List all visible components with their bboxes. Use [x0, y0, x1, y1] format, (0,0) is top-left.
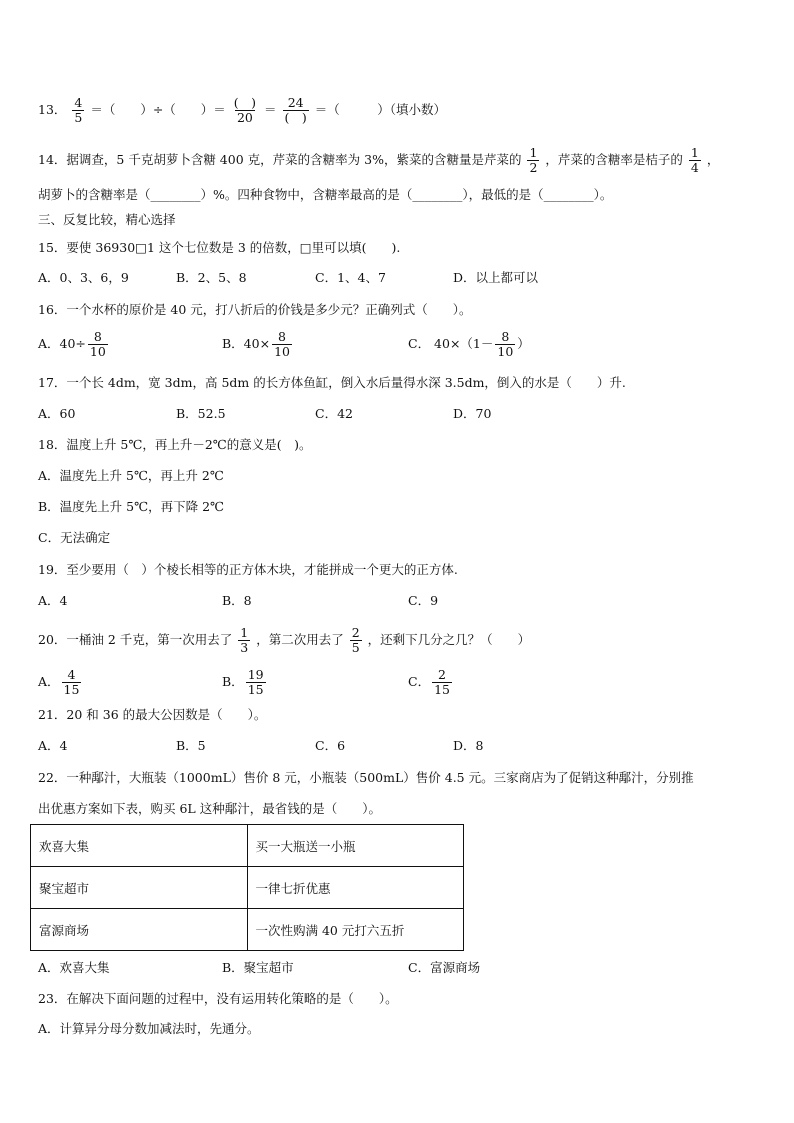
question-13: [38, 96, 446, 125]
fraction: $\frac{24}{( )}$: [284, 95, 307, 125]
q22-option-c[interactable]: C．富源商场: [408, 960, 481, 975]
fraction: $\frac{8}{10}$: [274, 329, 290, 359]
option-label: B．40×: [222, 336, 271, 351]
option-label: C． 40×（1－: [408, 336, 494, 351]
q19-option-b[interactable]: B．8: [222, 593, 252, 608]
fraction: $\frac{8}{10}$: [89, 329, 106, 359]
table-cell: 富源商场: [31, 909, 248, 951]
q16-option-b[interactable]: [222, 330, 294, 359]
table-cell: 聚宝超市: [31, 867, 248, 909]
fraction: $\frac{8}{10}$: [497, 329, 514, 359]
q15-option-d[interactable]: D．以上都可以: [453, 270, 539, 285]
q21-option-b[interactable]: B．5: [176, 738, 206, 753]
option-label: C．: [408, 674, 431, 689]
q20-text: 20．一桶油 2 千克，第一次用去了: [38, 632, 233, 647]
question-15: 15．要使 36930□1 这个七位数是 3 的倍数，□里可以填( ).: [38, 240, 401, 255]
q15-option-a[interactable]: A．0、3、6，9: [38, 270, 129, 285]
q17-option-c[interactable]: C．42: [315, 406, 353, 421]
question-19: 19．至少要用（ ）个棱长相等的正方体木块，才能拼成一个更大的正方体.: [38, 562, 458, 577]
question-16: 16．一个水杯的原价是 40 元，打八折后的价钱是多少元？正确列式（ ）。: [38, 302, 472, 317]
q13-equation: ＝（ ）÷（ ）＝: [90, 102, 226, 117]
q20-option-c[interactable]: [408, 668, 454, 697]
q14-text: ，芹菜的含糖率是桔子的: [545, 152, 683, 167]
option-label: A．40÷: [38, 336, 86, 351]
q14-text: ，: [706, 152, 720, 167]
promotion-table: [30, 824, 464, 951]
question-14-line1: [38, 146, 719, 175]
fraction: $\frac{1}{4}$: [690, 145, 699, 175]
table-cell: 买一大瓶送一小瓶: [247, 825, 464, 867]
q22-option-b[interactable]: B．聚宝超市: [222, 960, 294, 975]
option-label: ）: [517, 336, 530, 351]
q21-option-c[interactable]: C．6: [315, 738, 346, 753]
fraction: $\frac{1}{3}$: [240, 625, 249, 655]
table-row: [31, 909, 464, 951]
q17-option-d[interactable]: D．70: [453, 406, 492, 421]
q13-tail: ＝（ ）（填小数）: [314, 102, 447, 117]
q23-option-a[interactable]: A．计算异分母分数加减法时，先通分。: [38, 1021, 260, 1036]
table-cell: 一次性购满 40 元打六五折: [247, 909, 464, 951]
table-cell: 一律七折优惠: [247, 867, 464, 909]
q18-option-a[interactable]: A．温度先上升 5℃，再上升 2℃: [38, 468, 224, 483]
question-20: [38, 626, 530, 655]
table-row: [31, 825, 464, 867]
q19-option-a[interactable]: A．4: [38, 593, 68, 608]
fraction: $\frac{2}{15}$: [434, 667, 450, 697]
question-14-line2: 胡萝卜的含糖率是（________）%。四种食物中，含糖率最高的是（________），最低的是（________）。: [38, 187, 613, 202]
q21-option-a[interactable]: A．4: [38, 738, 68, 753]
fraction: $\frac{2}{5}$: [351, 625, 360, 655]
q20-option-b[interactable]: [222, 668, 268, 697]
question-17: 17．一个长 4dm，宽 3dm，高 5dm 的长方体鱼缸，倒入水后量得水深 3.5dm，倒入的水是（ ）升.: [38, 375, 626, 390]
q22-option-a[interactable]: A．欢喜大集: [38, 960, 110, 975]
q16-option-c[interactable]: [408, 330, 530, 359]
q13-number: 13．: [38, 102, 67, 117]
q18-option-b[interactable]: B．温度先上升 5℃，再下降 2℃: [38, 499, 225, 514]
q14-text: 14．据调查，5 千克胡萝卜含糖 400 克，芹菜的含糖率为 3%，紫菜的含糖量是芹菜的: [38, 152, 522, 167]
question-21: 21．20 和 36 的最大公因数是（ ）。: [38, 707, 267, 722]
question-18: 18．温度上升 5℃，再上升－2℃的意义是( )。: [38, 437, 312, 452]
option-label: B．: [222, 674, 244, 689]
q17-option-b[interactable]: B．52.5: [176, 406, 226, 421]
q15-option-c[interactable]: C．1、4、7: [315, 270, 386, 285]
q19-option-c[interactable]: C．9: [408, 593, 439, 608]
section-heading: 三、反复比较，精心选择: [38, 212, 176, 227]
fraction: $\frac{( )}{20}$: [233, 95, 257, 125]
fraction: $\frac{4}{5}$: [74, 95, 83, 125]
q17-option-a[interactable]: A．60: [38, 406, 76, 421]
table-row: [31, 867, 464, 909]
option-label: A．: [38, 674, 60, 689]
fraction: $\frac{19}{15}$: [247, 667, 264, 697]
question-22-line1: 22．一种鄅汁，大瓶装（1000mL）售价 8 元，小瓶装（500mL）售价 4.5 元。三家商店为了促销这种鄅汁，分别推: [38, 770, 694, 785]
q16-option-a[interactable]: [38, 330, 110, 359]
q15-option-b[interactable]: B．2、5、8: [176, 270, 247, 285]
equals: ＝: [264, 102, 277, 117]
table-cell: 欢喜大集: [31, 825, 248, 867]
question-23: 23．在解决下面问题的过程中，没有运用转化策略的是（ ）。: [38, 991, 398, 1006]
q18-option-c[interactable]: C．无法确定: [38, 530, 111, 545]
q20-text: ，第二次用去了: [256, 632, 344, 647]
q21-option-d[interactable]: D．8: [453, 738, 484, 753]
q20-text: ，还剩下几分之几？（ ）: [367, 632, 531, 647]
q20-option-a[interactable]: [38, 668, 83, 697]
question-22-line2: 出优惠方案如下表，购买 6L 这种鄅汁，最省钱的是（ ）。: [38, 801, 381, 816]
fraction: $\frac{1}{2}$: [529, 145, 538, 175]
fraction: $\frac{4}{15}$: [63, 667, 80, 697]
